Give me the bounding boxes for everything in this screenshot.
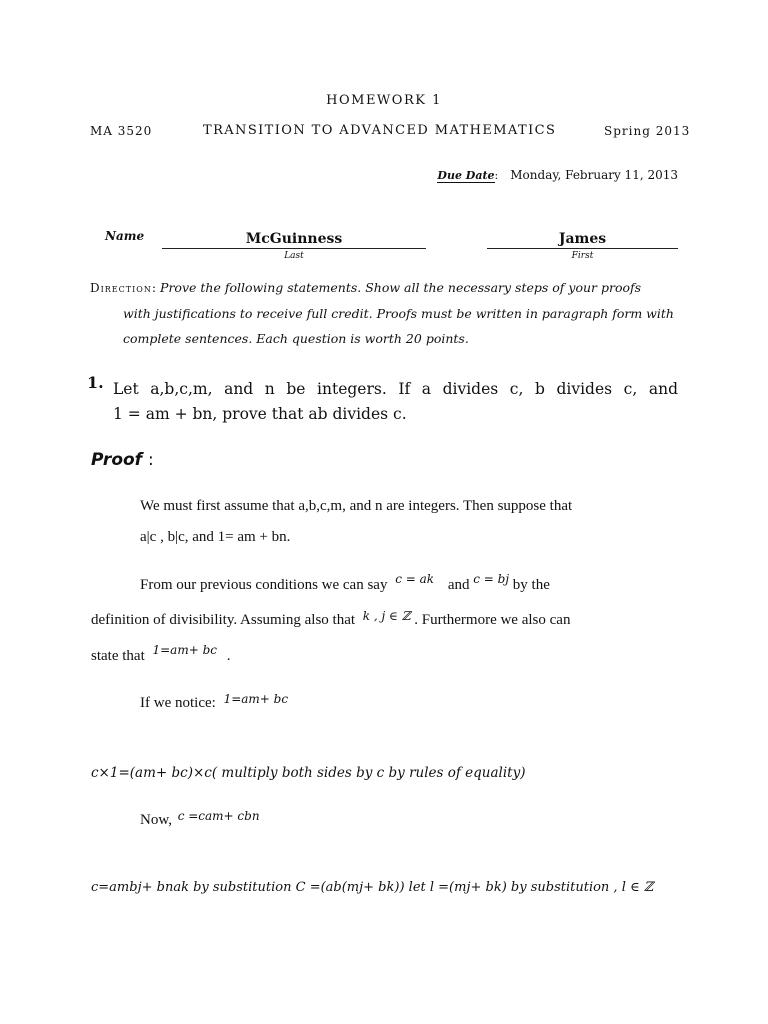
equation-notice: 1=am+ bc bbox=[223, 692, 289, 706]
first-name-field: James bbox=[487, 231, 678, 249]
now-line bbox=[140, 809, 260, 829]
proof-para-3 bbox=[91, 609, 571, 629]
proof-para-2 bbox=[140, 572, 550, 594]
direction-label: Direction bbox=[90, 281, 152, 295]
direction-line-3: complete sentences. Each question is worth 20 points. bbox=[123, 331, 469, 346]
last-name-caption: Last bbox=[284, 251, 304, 261]
homework-title: HOMEWORK 1 bbox=[326, 93, 442, 108]
proof-label: Proof bbox=[91, 450, 143, 470]
equation-now: c =cam+ cbn bbox=[177, 809, 260, 823]
due-date-label: Due Date bbox=[437, 169, 495, 182]
term: Spring 2013 bbox=[604, 124, 691, 138]
proof-para-1-line-2: a|c , b|c, and 1= am + bn. bbox=[140, 529, 291, 545]
first-name-caption: First bbox=[571, 251, 594, 261]
question-1-line-2: 1 = am + bn, prove that ab divides c. bbox=[113, 405, 407, 423]
direction-line-1: Prove the following statements. Show all the necessary steps of your proofs bbox=[160, 280, 642, 295]
direction-block bbox=[90, 275, 690, 351]
proof-para-4-text-b: . bbox=[226, 648, 231, 664]
course-code: MA 3520 bbox=[90, 124, 153, 138]
proof-para-4 bbox=[91, 643, 231, 665]
due-date bbox=[437, 168, 678, 182]
question-number: 1. bbox=[87, 373, 104, 392]
proof-para-3-text-a: definition of divisibility. Assuming also that bbox=[91, 612, 356, 628]
proof-para-4-text-a: state that bbox=[91, 648, 145, 664]
notice-label: If we notice: bbox=[140, 695, 216, 711]
proof-para-2-and: and bbox=[447, 577, 470, 593]
equation-state: 1=am+ bc bbox=[152, 643, 217, 657]
proof-para-3-text-b: . Furthermore we also can bbox=[414, 612, 571, 628]
direction-line-2: with justifications to receive full credit. Proofs must be written in paragraph form with bbox=[123, 306, 674, 321]
equation-c-equals-bj: c = bj bbox=[473, 572, 510, 586]
notice-line bbox=[140, 692, 289, 712]
proof-para-2-text-a: From our previous conditions we can say bbox=[140, 577, 388, 593]
due-date-value: Monday, February 11, 2013 bbox=[510, 168, 678, 182]
name-label: Name bbox=[105, 229, 145, 243]
due-date-colon: : bbox=[494, 169, 499, 182]
now-label: Now, bbox=[140, 812, 172, 828]
proof-heading bbox=[91, 450, 154, 470]
last-name-field: McGuinness bbox=[162, 231, 426, 249]
equation-c-equals-ak: c = ak bbox=[395, 572, 435, 586]
equation-multiply: c×1=(am+ bc)×c( multiply both sides by c by rules of equality) bbox=[91, 765, 526, 781]
proof-para-2-text-b: by the bbox=[512, 577, 550, 593]
proof-para-1-line-1: We must first assume that a,b,c,m, and n are integers. Then suppose that bbox=[140, 498, 573, 514]
direction-colon: : bbox=[151, 280, 157, 295]
equation-substitution: c=ambj+ bnak by substitution C =(ab(mj+ bk)) let l =(mj+ bk) by substitution , l ∈ ℤ bbox=[91, 880, 654, 895]
equation-k-j-in-z: k , j ∈ ℤ bbox=[362, 609, 411, 623]
proof-colon: : bbox=[148, 450, 154, 470]
question-1-line-1: Let a,b,c,m, and n be integers. If a divides c, b divides c, and bbox=[113, 380, 678, 398]
course-title: TRANSITION TO ADVANCED MATHEMATICS bbox=[203, 123, 557, 138]
